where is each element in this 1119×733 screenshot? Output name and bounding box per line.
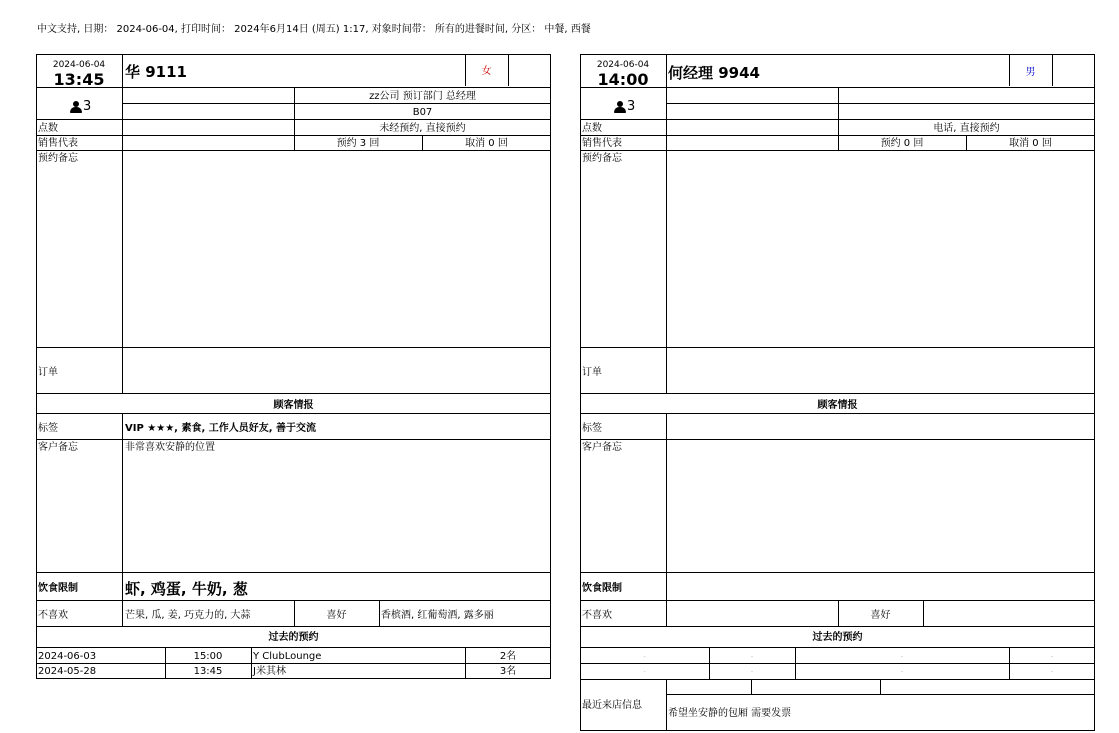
past-empty: - (900, 668, 904, 676)
past-empty: - (1050, 668, 1054, 676)
reservation-card-1 (36, 54, 551, 733)
diet-label: 饮食限制 (582, 583, 622, 594)
past-empty: - (643, 653, 646, 661)
cancel-count: 取消 0 回 (465, 138, 508, 149)
points-label: 点数 (582, 123, 602, 134)
past-date: 2024-06-03 (38, 651, 97, 662)
guest-name: 何经理 9944 (668, 64, 760, 82)
past-empty: - (900, 653, 904, 661)
person-icon (614, 101, 626, 113)
customer-info-heading: 顾客情报 (817, 400, 858, 411)
points-label: 点数 (38, 123, 58, 134)
past-people: 2名 (499, 651, 517, 662)
past-reservations-heading: 过去的预约 (812, 632, 863, 643)
guest-gender: 女 (481, 66, 492, 77)
reservation-notes-label: 预约备忘 (38, 153, 78, 164)
past-time: 15:00 (193, 651, 223, 662)
reserve-count: 预约 3 回 (336, 138, 380, 149)
past-place: J米其林 (253, 666, 286, 677)
past-empty: - (750, 668, 754, 676)
booking-method: 电话, 直接预约 (933, 123, 1000, 134)
customer-notes-label: 客户备忘 (582, 442, 622, 453)
guest-name: 华 9111 (125, 63, 187, 81)
likes-value: 香槟酒, 红葡萄酒, 露多丽 (381, 610, 494, 621)
reserve-count: 预约 0 回 (880, 138, 924, 149)
reservation-card-2 (580, 54, 1095, 733)
table-number: B07 (412, 107, 433, 118)
reservation-date: 2024-06-04 (596, 60, 650, 70)
person-icon (70, 101, 82, 113)
customer-notes-label: 客户备忘 (38, 442, 78, 453)
party-size: 3 (83, 99, 92, 114)
booking-method: 未经预约, 直接预约 (379, 123, 466, 134)
sales-rep-label: 销售代表 (38, 138, 78, 149)
reservation-date: 2024-06-04 (52, 60, 106, 70)
print-header: 中文支持, 日期： 2024-06-04, 打印时间： 2024年6月14日 (周五) 1:17, 对象时间带： 所有的进餐时间, 分区： 中餐, 西餐 (37, 24, 591, 35)
dietary-restrictions: 虾, 鸡蛋, 牛奶, 葱 (125, 580, 248, 598)
dislikes-value: 芒果, 瓜, 姜, 巧克力的, 大蒜 (125, 610, 251, 621)
cancel-count: 取消 0 回 (1009, 138, 1052, 149)
past-reservations-heading: 过去的预约 (268, 632, 319, 643)
sales-rep-label: 销售代表 (582, 138, 622, 149)
party-size: 3 (627, 99, 636, 114)
past-empty: - (750, 653, 754, 661)
likes-label: 喜好 (870, 610, 891, 621)
reservation-notes-label: 预约备忘 (582, 153, 622, 164)
guest-gender: 男 (1025, 67, 1036, 78)
order-label: 订单 (582, 367, 602, 378)
customer-tags: VIP ★★★, 素食, 工作人员好友, 善于交流 (125, 423, 317, 434)
dislikes-label: 不喜欢 (582, 610, 612, 621)
past-empty: - (1050, 653, 1054, 661)
past-time: 13:45 (193, 666, 223, 677)
customer-note: 非常喜欢安静的位置 (125, 442, 215, 453)
reservation-time: 14:00 (597, 70, 649, 89)
tags-label: 标签 (582, 423, 602, 434)
past-empty: - (643, 668, 646, 676)
past-people: 3名 (499, 666, 517, 677)
likes-label: 喜好 (326, 610, 347, 621)
company-info: zz公司 预订部门 总经理 (369, 91, 476, 102)
recent-visit-note: 希望坐安静的包厢 需要发票 (668, 708, 792, 719)
reservation-time: 13:45 (53, 70, 105, 89)
customer-info-heading: 顾客情报 (273, 400, 314, 411)
recent-visit-label: 最近来店信息 (582, 700, 642, 711)
past-place: Y ClubLounge (253, 651, 322, 662)
diet-label: 饮食限制 (38, 583, 78, 594)
dislikes-label: 不喜欢 (38, 610, 68, 621)
past-date: 2024-05-28 (38, 666, 97, 677)
order-label: 订单 (38, 367, 58, 378)
tags-label: 标签 (38, 423, 58, 434)
